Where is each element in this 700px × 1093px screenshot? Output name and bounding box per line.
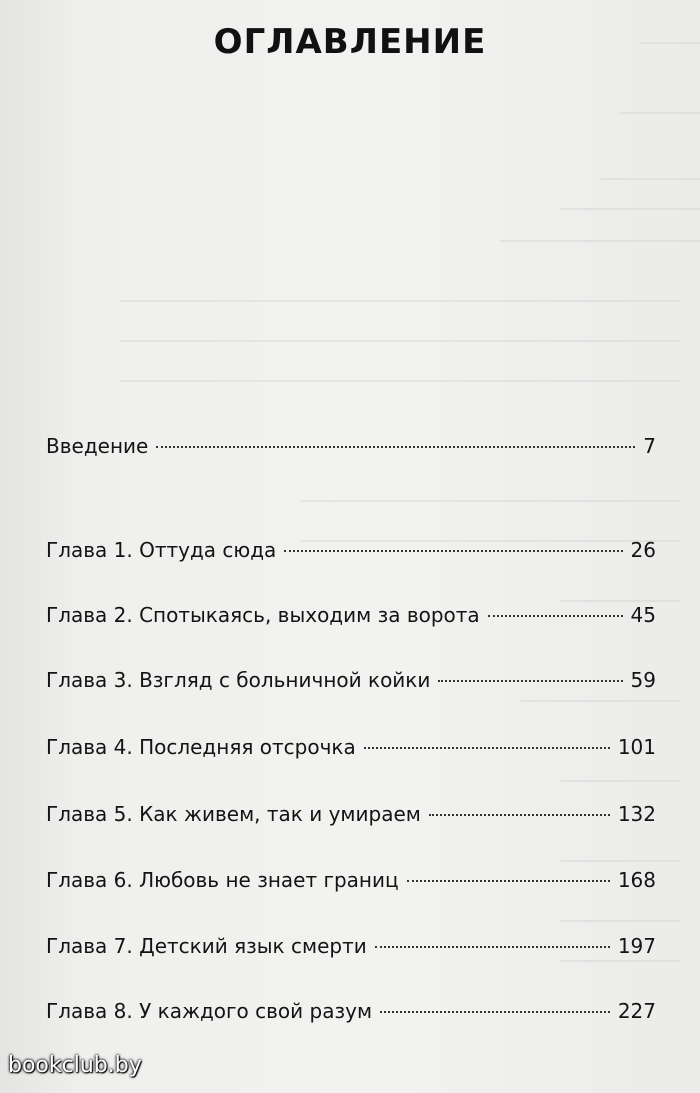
toc-entry-label: Глава 4. Последняя отсрочка [46,735,356,759]
toc-entry[interactable] [46,934,656,958]
toc-entry-page: 45 [630,603,656,627]
toc-entry[interactable] [46,999,656,1023]
toc-entry[interactable] [46,603,656,627]
toc-entry[interactable] [46,538,656,562]
toc-entry-label: Глава 8. У каждого свой разум [46,999,373,1023]
toc-entry-page: 197 [617,934,656,958]
toc-entry-label: Введение [46,434,149,458]
toc-entry[interactable] [46,735,656,759]
toc-entry[interactable] [46,802,656,826]
toc-entry[interactable] [46,868,656,892]
toc-entry-label: Глава 7. Детский язык смерти [46,934,367,958]
toc-entry-page: 101 [617,735,656,759]
toc-entry[interactable] [46,434,656,458]
toc-dot-leader [407,880,610,882]
site-watermark: bookclub.by [8,1053,142,1078]
toc-dot-leader [488,615,623,617]
toc-dot-leader [375,946,610,948]
toc-entry-label: Глава 6. Любовь не знает границ [46,868,399,892]
toc-dot-leader [284,550,622,552]
toc-entry-page: 26 [630,538,656,562]
toc-entry[interactable] [46,668,656,692]
toc-dot-leader [438,680,622,682]
toc-entry-label: Глава 1. Оттуда сюда [46,538,277,562]
toc-entry-page: 7 [643,434,656,458]
toc-dot-leader [429,814,610,816]
toc-entry-page: 132 [617,802,656,826]
toc-entry-label: Глава 2. Спотыкаясь, выходим за ворота [46,603,480,627]
toc-dot-leader [156,446,635,448]
page-title: ОГЛАВЛЕНИЕ [213,22,487,62]
table-of-contents [46,0,656,1093]
toc-entry-page: 227 [617,999,656,1023]
toc-dot-leader [380,1011,610,1013]
toc-entry-label: Глава 3. Взгляд с больничной койки [46,668,431,692]
toc-entry-label: Глава 5. Как живем, так и умираем [46,802,421,826]
toc-dot-leader [364,747,610,749]
toc-entry-page: 59 [630,668,656,692]
toc-entry-page: 168 [617,868,656,892]
